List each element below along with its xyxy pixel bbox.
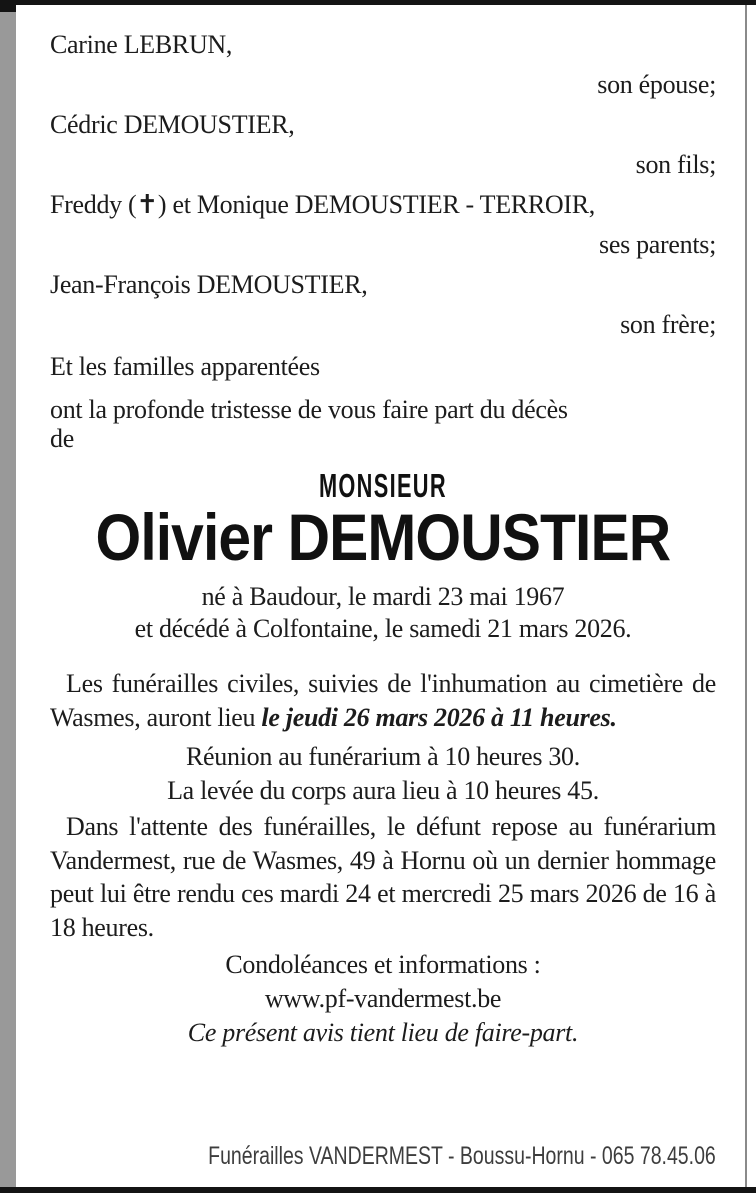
deceased-name — [50, 500, 716, 574]
reunion-line: Réunion au funérarium à 10 heures 30. — [186, 742, 580, 771]
repose-paragraph: Dans l'attente des funérailles, le défunt repose au funérarium Vandermest, rue de Wasmes, 49 à Hornu où un dernier hommage peut lui être rendu ces mardi 24 et mercredi 25 mars 2026 de 16 à 18 heures. — [50, 812, 716, 942]
family-member-name: Cédric DEMOUSTIER, — [50, 110, 295, 139]
family-member-relation: ses parents; — [599, 230, 716, 259]
funeral-home-footer — [65, 1142, 716, 1171]
announcement-intro — [50, 395, 716, 453]
related-families-line: Et les familles apparentées — [50, 352, 320, 381]
birth-death-block — [50, 581, 716, 645]
funeral-details-paragraph — [50, 667, 716, 734]
obituary-notice — [16, 5, 756, 1050]
funeral-date-emphasis: le jeudi 26 mars 2026 à 11 heures. — [261, 702, 617, 732]
levee-du-corps-line: La levée du corps aura lieu à 10 heures 45. — [167, 776, 599, 805]
left-gray-bar — [0, 5, 16, 1187]
condolences-label: Condoléances et informations : — [225, 950, 541, 979]
left-bar-black-cap — [0, 0, 16, 12]
family-member-name: Jean-François DEMOUSTIER, — [50, 270, 368, 299]
announcement-intro-line1: ont la profonde tristesse de vous faire part du décès — [50, 395, 568, 424]
faire-part-notice: Ce présent avis tient lieu de faire-part. — [187, 1018, 579, 1047]
family-member-relation: son frère; — [620, 310, 716, 339]
deceased-name-text: Olivier DEMOUSTIER — [95, 500, 671, 574]
family-member-relation: son épouse; — [597, 70, 716, 99]
birth-line: né à Baudour, le mardi 23 mai 1967 — [201, 582, 565, 611]
funeral-home-footer-text: Funérailles VANDERMEST - Boussu-Hornu - 065 78.45.06 — [208, 1142, 716, 1170]
funeral-details-text: Les funérailles civiles, suivies de l'inhumation au cimetière de Wasmes, auront lieu — [50, 669, 716, 732]
announcement-intro-line2: de — [50, 424, 74, 453]
deceased-title-prefix-text: MONSIEUR — [319, 467, 447, 504]
family-member-name: Carine LEBRUN, — [50, 30, 233, 59]
family-member-relation: son fils; — [635, 150, 716, 179]
family-member-name: Freddy (✝) et Monique DEMOUSTIER - TERROIR, — [50, 190, 595, 219]
condolences-block — [50, 948, 716, 1050]
bottom-border-rule — [0, 1187, 756, 1193]
funeral-home-website: www.pf-vandermest.be — [264, 984, 502, 1013]
death-line: et décédé à Colfontaine, le samedi 21 mars 2026. — [134, 614, 632, 643]
